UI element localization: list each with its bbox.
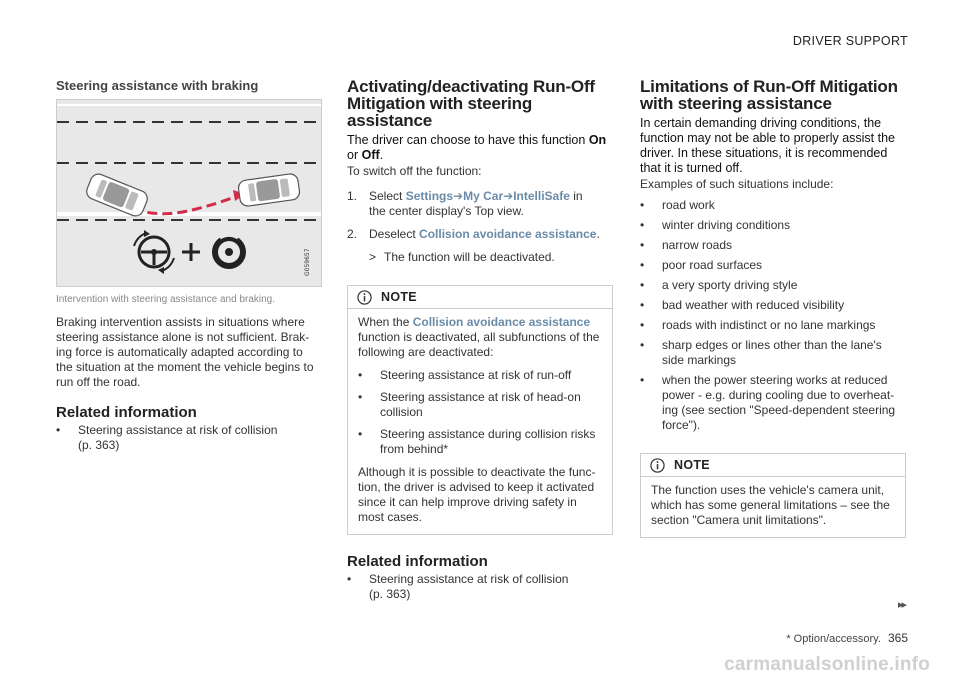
section-heading: Steering assistance with braking bbox=[56, 78, 259, 93]
lead-text: In certain demanding driving conditions, the function may not be able to properly assist the driver. In these situations, it is recommended that it is turned off. bbox=[640, 116, 896, 175]
info-icon bbox=[650, 458, 665, 473]
menu-path-my-car: My Car bbox=[463, 189, 504, 203]
list-item: • when the power steering works at reduced power - e.g. during cooling due to overheat- ing (see section "Speed-dependent steering force"). bbox=[640, 373, 896, 432]
list-item: • winter driving conditions bbox=[640, 218, 791, 232]
section-title: Limitations of Run-Off Mitigation with steering assistance bbox=[640, 77, 898, 113]
note-title: NOTE bbox=[381, 290, 417, 304]
related-link[interactable]: • Steering assistance at risk of collision (p. 363) bbox=[56, 423, 278, 452]
arrow-right-icon: ➔ bbox=[453, 189, 464, 203]
list-item: • a very sporty driving style bbox=[640, 278, 798, 292]
list-item: • Steering assistance at risk of run-off bbox=[358, 368, 572, 382]
list-item: • bad weather with reduced visibility bbox=[640, 298, 845, 312]
menu-item-collision-avoidance: Collision avoidance assistance bbox=[412, 315, 591, 329]
list-item: • Steering assistance during collision risks from behind* bbox=[358, 427, 596, 456]
limitations-list bbox=[640, 198, 906, 433]
column-activate-deactivate bbox=[347, 78, 613, 602]
section-title: Activating/deactivating Run-Off Mitigation with steering assistance bbox=[347, 77, 595, 130]
step-2: 2. Deselect Collision avoidance assistance. bbox=[347, 227, 600, 241]
instruction-intro: To switch off the function: bbox=[347, 164, 482, 178]
menu-item-collision-avoidance: Collision avoidance assistance bbox=[419, 227, 597, 241]
related-information-heading: Related information bbox=[347, 553, 488, 570]
arrow-right-icon: ➔ bbox=[503, 189, 514, 203]
list-item: • narrow roads bbox=[640, 238, 733, 252]
next-page-arrows-icon[interactable]: ▸▸ bbox=[897, 599, 905, 611]
step-result: > The function will be deactivated. bbox=[369, 250, 555, 264]
column-steering-braking bbox=[56, 78, 322, 453]
list-item: • roads with indistinct or no lane markings bbox=[640, 318, 876, 332]
note-title: NOTE bbox=[674, 458, 710, 472]
list-item: • sharp edges or lines other than the lane's side markings bbox=[640, 338, 882, 367]
watermark: carmanualsonline.info bbox=[724, 654, 930, 675]
page-footer bbox=[786, 631, 908, 645]
menu-path-settings: Settings bbox=[405, 189, 454, 203]
road-illustration bbox=[57, 100, 321, 286]
step-1: 1. Select Settings➔My Car➔IntelliSafe in the center display's Top view. bbox=[347, 189, 583, 218]
info-icon bbox=[357, 290, 372, 305]
lead-text: The driver can choose to have this function On or Off. bbox=[347, 133, 607, 162]
list-item: • road work bbox=[640, 198, 715, 212]
brake-disc-icon bbox=[212, 235, 246, 269]
menu-path-intellisafe: IntelliSafe bbox=[513, 189, 570, 203]
examples-intro: Examples of such situations include: bbox=[640, 177, 834, 191]
illustration-code: G059657 bbox=[304, 248, 311, 276]
list-item: • Steering assistance at risk of head-on collision bbox=[358, 390, 581, 419]
figure-caption: Intervention with steering assistance and braking. bbox=[56, 294, 276, 305]
column-limitations bbox=[640, 78, 906, 538]
page-number: 365 bbox=[887, 631, 908, 645]
note-box: NOTE The function uses the vehicle's camera unit, which has some general limitations – see the section "Camera unit limitations". bbox=[640, 453, 906, 538]
footnote: * Option/accessory. bbox=[786, 633, 881, 645]
related-information-heading: Related information bbox=[56, 404, 197, 421]
section-title: DRIVER SUPPORT bbox=[792, 34, 908, 48]
related-link[interactable]: • Steering assistance at risk of collision (p. 363) bbox=[347, 572, 569, 601]
note-box: NOTE When the Collision avoidance assistance function is deactivated, all subfunctions of the following are deactivated: • Steering assistance at risk of run-off • Steering assistance at risk of head-on collision • Steering assistance during collision risks from behind* Although it is possible to deactivate the func- tion, the driver is advised to keep it activated since it can help improve driving safety in most cases. bbox=[347, 285, 613, 535]
body-paragraph: Braking intervention assists in situations where steering assistance alone is not sufficient. Brak- ing force is automatically adapted according to the situation at the moment the vehicle begins to run off the road. bbox=[56, 315, 314, 389]
illustration-steering-braking bbox=[56, 99, 322, 287]
list-item: • poor road surfaces bbox=[640, 258, 763, 272]
